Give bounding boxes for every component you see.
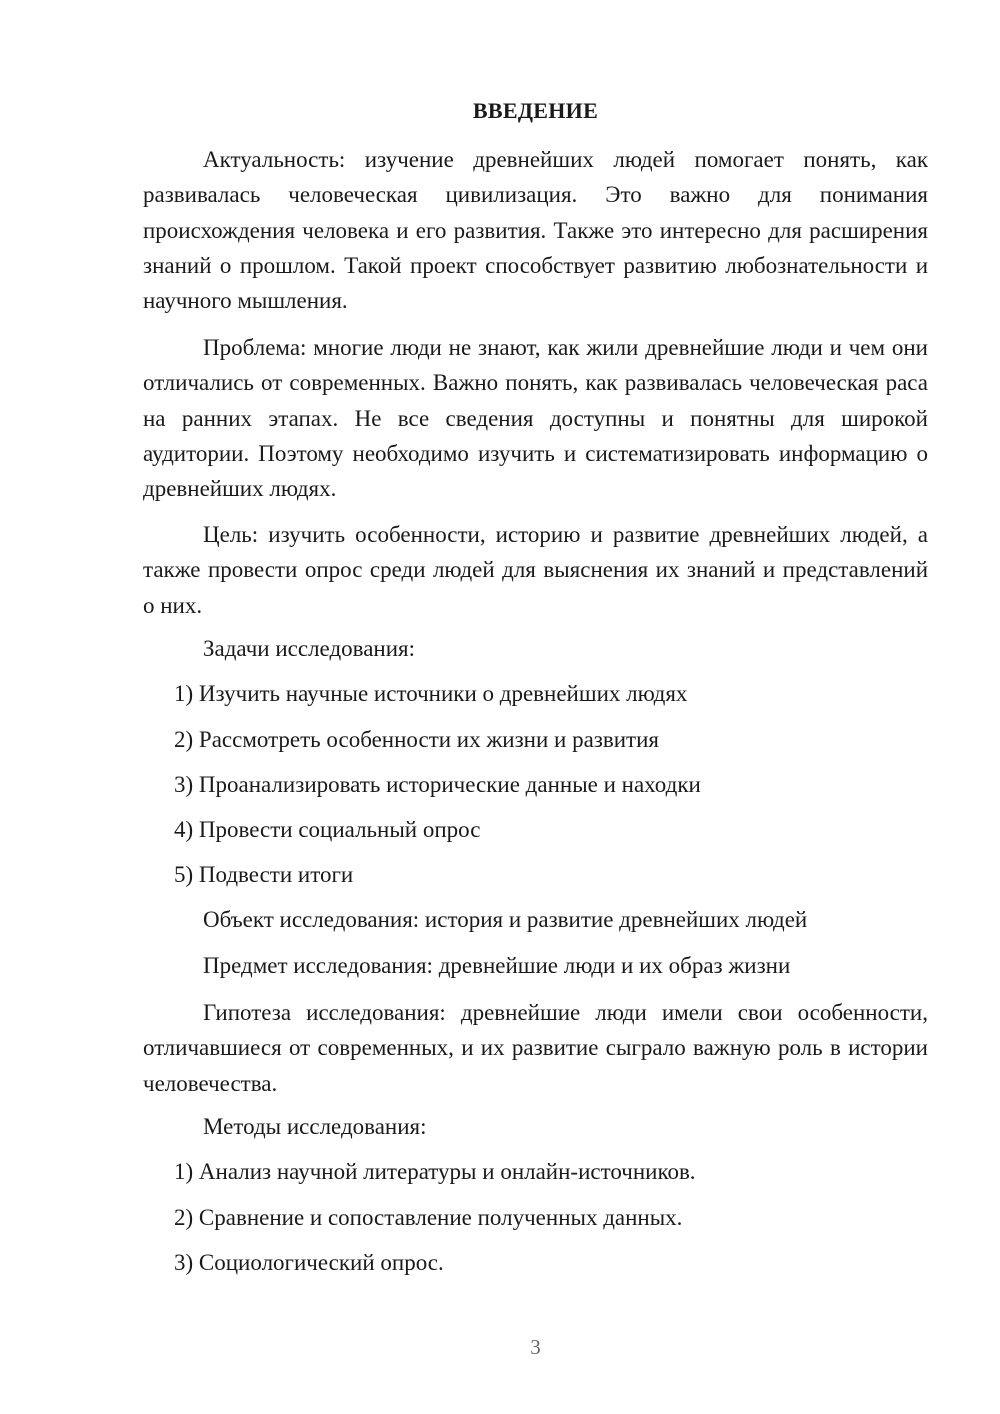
relevance-paragraph: Актуальность: изучение древнейших людей помогает понять, как развивалась человеческая цивилизация. Это важно для понимания происхождения человека и его развития. Также это интересно для расширения знаний о прошлом. Такой проект способствует развитию любознательности и научного мышления. [143,147,928,314]
task-item: 1) Изучить научные источники о древнейших людях [174,681,688,706]
research-subject: Предмет исследования: древнейшие люди и их образ жизни [203,953,791,978]
page-title: ВВЕДЕНИЕ [472,98,599,123]
method-item: 1) Анализ научной литературы и онлайн-источников. [174,1159,696,1184]
task-item: 3) Проанализировать исторические данные и находки [174,772,701,797]
page-number: 3 [530,1335,541,1359]
research-object: Объект исследования: история и развитие древнейших людей [203,907,808,932]
method-item: 3) Социологический опрос. [174,1250,444,1275]
task-item: 4) Провести социальный опрос [174,817,481,842]
task-item: 5) Подвести итоги [174,862,354,887]
tasks-heading: Задачи исследования: [203,636,416,661]
hypothesis-paragraph: Гипотеза исследования: древнейшие люди имели свои особенности, отличавшиеся от современных, и их развитие сыграло важную роль в истории человечества. [143,1000,928,1096]
methods-heading: Методы исследования: [203,1114,427,1139]
problem-paragraph: Проблема: многие люди не знают, как жили древнейшие люди и чем они отличались от современных. Важно понять, как развивалась человеческая раса на ранних этапах. Не все сведения доступны и понятны для широкой аудитории. Поэтому необходимо изучить и систематизировать информацию о древнейших людях. [143,335,928,502]
method-item: 2) Сравнение и сопоставление полученных данных. [174,1205,683,1230]
goal-paragraph: Цель: изучить особенности, историю и развитие древнейших людей, а также провести опрос среди людей для выяснения их знаний и представлений о них. [143,522,928,618]
task-item: 2) Рассмотреть особенности их жизни и развития [174,727,659,752]
